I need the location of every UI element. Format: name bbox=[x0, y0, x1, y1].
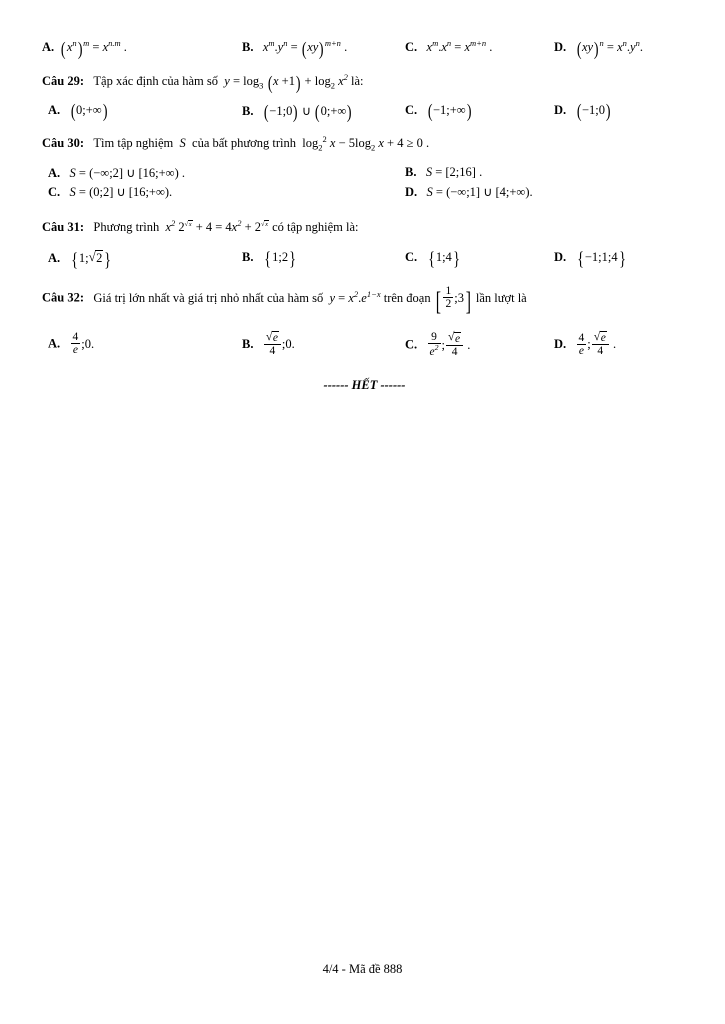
option-b-q32[interactable] bbox=[242, 332, 295, 358]
option-text: $\frac{4}{e}$ ; √ $\frac{e}{4}$ . bbox=[569, 337, 616, 351]
option-b-q31[interactable] bbox=[242, 248, 297, 270]
option-letter: A. bbox=[48, 165, 61, 180]
question-32-options bbox=[42, 328, 687, 372]
option-text: $x^m.x^n = x^{m+n}$ . bbox=[420, 38, 493, 55]
option-d-q28[interactable] bbox=[554, 38, 643, 60]
page-content bbox=[42, 38, 687, 393]
option-letter: D. bbox=[554, 40, 567, 55]
option-d-q30[interactable] bbox=[405, 184, 533, 200]
question-30-stem: Tìm tập nghiệm S của bất phương trình $\log_2^2 x - 5\log_2$ x + 4 ≥ 0 . bbox=[87, 133, 430, 153]
option-letter: C. bbox=[405, 40, 418, 55]
option-c-q30[interactable] bbox=[48, 184, 172, 200]
option-b-q28[interactable] bbox=[242, 38, 348, 60]
option-text: {1;2} bbox=[264, 248, 297, 270]
option-c-q28[interactable] bbox=[405, 38, 492, 55]
question-31-stem-row bbox=[42, 217, 687, 236]
option-letter: B. bbox=[405, 164, 417, 179]
question-30-label: Câu 30: bbox=[42, 136, 85, 151]
option-letter: C. bbox=[405, 337, 418, 352]
question-32-stem: Giá trị lớn nhất và giá trị nhỏ nhất của hàm số $y = x^2.e^{1-x}$ trên đoạn [ $\frac{1}{2}$ ;3] lần lượt là bbox=[87, 285, 527, 317]
option-text: (0;+∞) bbox=[70, 101, 108, 123]
option-text: S = (−∞;1] ∪ [4;+∞). bbox=[420, 184, 533, 199]
option-c-q32[interactable] bbox=[405, 332, 470, 359]
option-text: S = [2;16] . bbox=[419, 164, 483, 179]
end-marker: ------ HẾT ------ bbox=[323, 378, 406, 393]
option-b-q29[interactable] bbox=[242, 102, 353, 124]
question-29-label: Câu 29: bbox=[42, 74, 85, 89]
option-a-q32[interactable] bbox=[48, 332, 94, 357]
option-a-q30[interactable] bbox=[48, 165, 185, 181]
option-letter: A. bbox=[48, 251, 61, 266]
option-letter: A. bbox=[42, 40, 55, 55]
question-29-stem-row bbox=[42, 71, 687, 92]
option-d-q31[interactable] bbox=[554, 248, 627, 270]
option-letter: C. bbox=[405, 250, 418, 265]
question-31-label: Câu 31: bbox=[42, 220, 85, 235]
option-letter: A. bbox=[48, 102, 61, 117]
option-letter: D. bbox=[554, 337, 567, 352]
option-d-q29[interactable] bbox=[554, 101, 611, 123]
option-text: {1; √ 2 } bbox=[63, 251, 112, 265]
option-text: $\frac{4}{e}$ ;0. bbox=[72, 331, 95, 357]
option-text: (−1;+∞) bbox=[427, 101, 472, 123]
option-text: $(x^n)^m = x^{n.m}$ . bbox=[61, 38, 127, 60]
option-letter: B. bbox=[242, 40, 254, 55]
question-32-label: Câu 32: bbox=[42, 290, 85, 305]
option-d-q32[interactable] bbox=[554, 332, 616, 358]
option-text: $(xy)^n = x^n.y^n$. bbox=[576, 38, 643, 60]
page-footer: 4/4 - Mã đề 888 bbox=[322, 962, 403, 976]
option-text: (−1;0) ∪ (0;+∞) bbox=[263, 102, 352, 124]
option-c-q31[interactable] bbox=[405, 248, 461, 270]
question-30-stem-row bbox=[42, 133, 687, 154]
option-letter: D. bbox=[554, 102, 567, 117]
option-text: S = (−∞;2] ∪ [16;+∞) . bbox=[63, 165, 185, 180]
question-31-options bbox=[42, 250, 687, 269]
option-a-q28[interactable] bbox=[42, 38, 127, 60]
option-c-q29[interactable] bbox=[405, 101, 472, 123]
option-letter: B. bbox=[242, 337, 254, 352]
option-letter: B. bbox=[242, 103, 254, 118]
option-letter: D. bbox=[554, 250, 567, 265]
option-letter: C. bbox=[48, 184, 61, 199]
option-a-q29[interactable] bbox=[48, 101, 108, 123]
question-28-options bbox=[42, 38, 687, 60]
option-text: S = (0;2] ∪ [16;+∞). bbox=[63, 184, 173, 199]
question-32-stem-row bbox=[42, 285, 687, 317]
option-a-q31[interactable] bbox=[48, 249, 113, 271]
option-text: {1;4} bbox=[427, 248, 460, 270]
option-text: (−1;0) bbox=[576, 101, 611, 123]
option-letter: A. bbox=[48, 336, 61, 351]
option-text: √ $\frac{e}{4}$ ;0. bbox=[257, 337, 295, 351]
option-text: {−1;1;4} bbox=[576, 248, 626, 270]
option-text: $x^m.y^n = (xy)^{m+n}$ . bbox=[256, 38, 348, 60]
option-text: $\frac{9}{e^2}$ ; √ $\frac{e}{4}$ . bbox=[420, 338, 470, 352]
question-31-stem: Phương trình $x^2$ 2 √ $^x + 4 = 4x^2 + 2$ √ $^x$ có tập nghiệm là: bbox=[87, 220, 358, 234]
option-letter: D. bbox=[405, 184, 418, 199]
option-b-q30[interactable] bbox=[405, 165, 482, 180]
question-30-options bbox=[42, 165, 687, 203]
option-letter: B. bbox=[242, 250, 254, 265]
question-29-options bbox=[42, 103, 687, 122]
option-letter: C. bbox=[405, 102, 418, 117]
question-29-stem: Tập xác định của hàm số $y = \log_3 (x +1) + \log_2 x^2$ là: bbox=[87, 72, 364, 94]
